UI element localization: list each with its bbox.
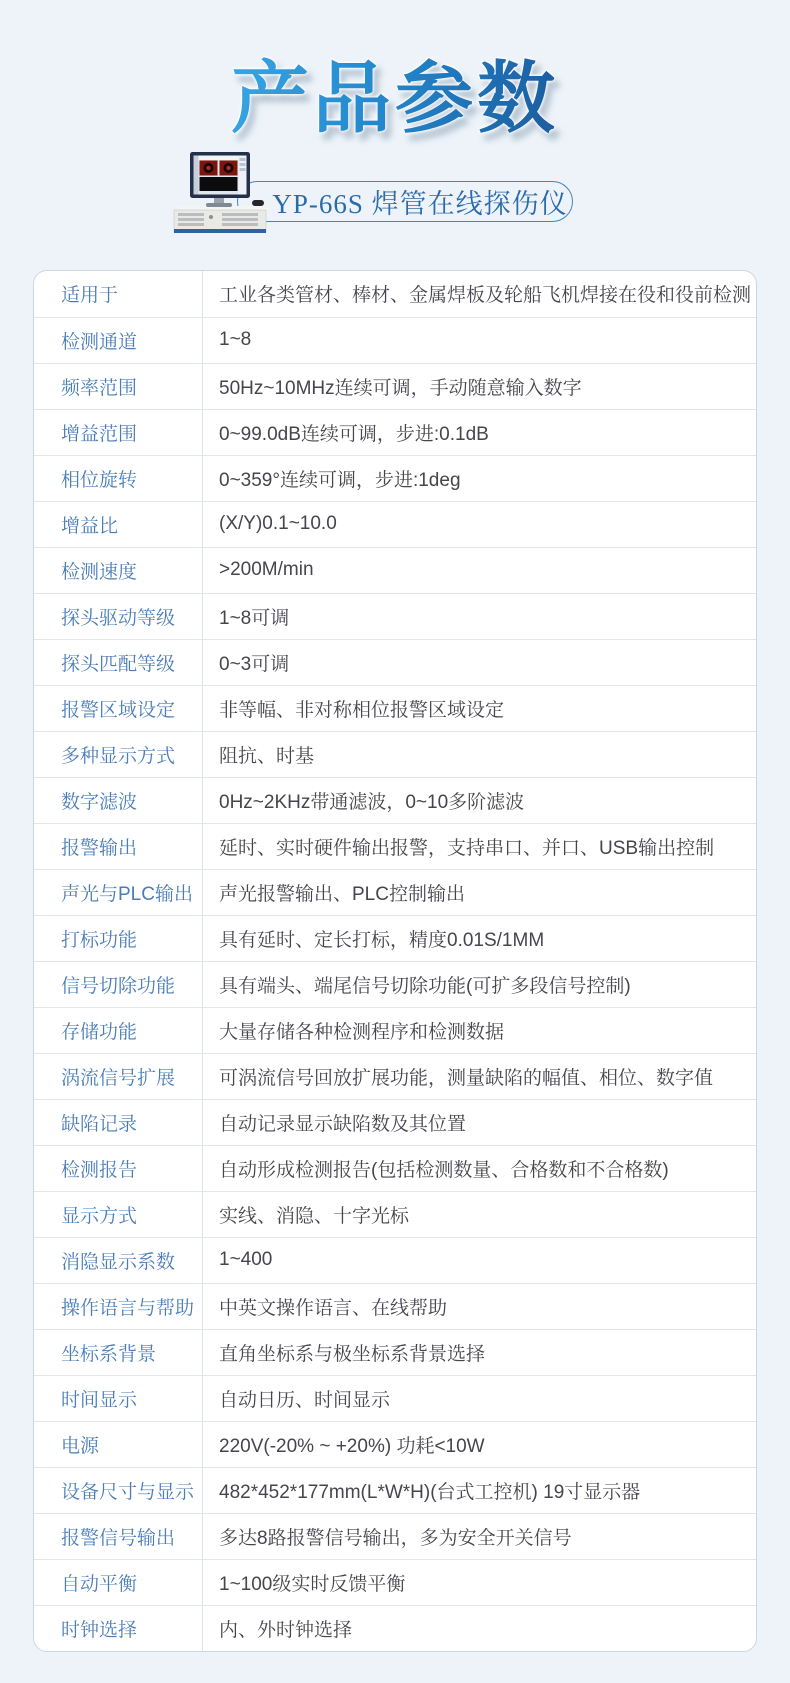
table-row — [34, 1237, 756, 1283]
product-badge-pill — [237, 181, 573, 222]
row-label: 打标功能 — [34, 916, 203, 961]
row-value: 1~8 — [219, 329, 252, 351]
table-row — [34, 1283, 756, 1329]
row-label: 增益比 — [34, 502, 203, 547]
row-value: 实线、消隐、十字光标 — [219, 1205, 410, 1227]
row-label: 缺陷记录 — [34, 1100, 203, 1145]
table-row — [34, 961, 756, 1007]
product-badge — [0, 148, 790, 244]
row-value: 大量存储各种检测程序和检测数据 — [219, 1021, 505, 1043]
row-label: 报警输出 — [34, 824, 203, 869]
table-row — [34, 1421, 756, 1467]
table-row — [34, 1007, 756, 1053]
row-label: 适用于 — [34, 271, 203, 317]
row-value: 具有延时、定长打标，精度0.01S/1MM — [219, 929, 545, 951]
row-label: 显示方式 — [34, 1192, 203, 1237]
row-value: 1~8可调 — [219, 607, 290, 629]
table-row — [34, 501, 756, 547]
table-row — [34, 1191, 756, 1237]
table-row — [34, 547, 756, 593]
table-row — [34, 685, 756, 731]
row-label: 涡流信号扩展 — [34, 1054, 203, 1099]
row-value: 220V(-20% ~ +20%) 功耗<10W — [219, 1435, 485, 1457]
row-value: 1~100级实时反馈平衡 — [219, 1573, 406, 1595]
row-label: 检测速度 — [34, 548, 203, 593]
row-label: 检测报告 — [34, 1146, 203, 1191]
row-value: 自动日历、时间显示 — [219, 1389, 391, 1411]
row-value: 自动记录显示缺陷数及其位置 — [219, 1113, 467, 1135]
product-badge-label: YP-66S 焊管在线探伤仪 — [272, 188, 568, 219]
table-row — [34, 823, 756, 869]
row-value: 声光报警输出、PLC控制输出 — [219, 883, 465, 905]
row-label: 时钟选择 — [34, 1606, 203, 1651]
table-row — [34, 639, 756, 685]
table-row — [34, 1099, 756, 1145]
row-value: 0~359°连续可调，步进:1deg — [219, 469, 461, 491]
row-value: 0~99.0dB连续可调，步进:0.1dB — [219, 423, 489, 445]
industrial-computer-icon — [160, 150, 280, 240]
row-label: 增益范围 — [34, 410, 203, 455]
row-label: 设备尺寸与显示 — [34, 1468, 203, 1513]
row-label: 电源 — [34, 1422, 203, 1467]
page-title: 产品参数 — [230, 54, 559, 142]
row-label: 探头匹配等级 — [34, 640, 203, 685]
row-value: >200M/min — [219, 559, 314, 581]
row-value: 0Hz~2KHz带通滤波，0~10多阶滤波 — [219, 791, 525, 813]
row-value: 0~3可调 — [219, 653, 290, 675]
table-row — [34, 869, 756, 915]
row-label: 信号切除功能 — [34, 962, 203, 1007]
row-value: 工业各类管材、棒材、金属焊板及轮船飞机焊接在役和役前检测 — [219, 285, 752, 307]
page-header — [0, 0, 790, 142]
table-row — [34, 1605, 756, 1651]
table-row — [34, 777, 756, 823]
row-value: 482*452*177mm(L*W*H)(台式工控机) 19寸显示器 — [219, 1481, 641, 1503]
table-row — [34, 1513, 756, 1559]
table-row — [34, 317, 756, 363]
table-row — [34, 1467, 756, 1513]
row-label: 探头驱动等级 — [34, 594, 203, 639]
table-row — [34, 409, 756, 455]
row-value: 可涡流信号回放扩展功能，测量缺陷的幅值、相位、数字值 — [219, 1067, 714, 1089]
row-value: 内、外时钟选择 — [219, 1619, 353, 1641]
row-label: 检测通道 — [34, 318, 203, 363]
row-label: 声光与PLC输出 — [34, 870, 203, 915]
row-label: 多种显示方式 — [34, 732, 203, 777]
row-value: 多达8路报警信号输出，多为安全开关信号 — [219, 1527, 572, 1549]
row-label: 频率范围 — [34, 364, 203, 409]
table-row — [34, 731, 756, 777]
table-row — [34, 455, 756, 501]
row-label: 相位旋转 — [34, 456, 203, 501]
table-row — [34, 915, 756, 961]
table-row — [34, 1053, 756, 1099]
row-value: 1~400 — [219, 1249, 273, 1271]
row-value: 自动形成检测报告(包括检测数量、合格数和不合格数) — [219, 1159, 669, 1181]
row-label: 存储功能 — [34, 1008, 203, 1053]
table-row — [34, 363, 756, 409]
table-row — [34, 593, 756, 639]
table-row — [34, 271, 756, 317]
row-label: 消隐显示系数 — [34, 1238, 203, 1283]
row-value: 非等幅、非对称相位报警区域设定 — [219, 699, 505, 721]
row-label: 数字滤波 — [34, 778, 203, 823]
row-value: 阻抗、时基 — [219, 745, 315, 767]
row-value: 具有端头、端尾信号切除功能(可扩多段信号控制) — [219, 975, 631, 997]
row-label: 自动平衡 — [34, 1560, 203, 1605]
row-label: 报警区域设定 — [34, 686, 203, 731]
row-value: 直角坐标系与极坐标系背景选择 — [219, 1343, 486, 1365]
table-row — [34, 1375, 756, 1421]
table-row — [34, 1329, 756, 1375]
row-value: 50Hz~10MHz连续可调，手动随意输入数字 — [219, 377, 582, 399]
row-value: 延时、实时硬件输出报警，支持串口、并口、USB输出控制 — [219, 837, 715, 859]
row-value: 中英文操作语言、在线帮助 — [219, 1297, 448, 1319]
row-label: 报警信号输出 — [34, 1514, 203, 1559]
table-row — [34, 1145, 756, 1191]
spec-table-body — [34, 271, 756, 1651]
row-label: 操作语言与帮助 — [34, 1284, 203, 1329]
row-label: 坐标系背景 — [34, 1330, 203, 1375]
spec-table — [33, 270, 757, 1652]
table-row — [34, 1559, 756, 1605]
row-value: (X/Y)0.1~10.0 — [219, 513, 337, 535]
row-label: 时间显示 — [34, 1376, 203, 1421]
